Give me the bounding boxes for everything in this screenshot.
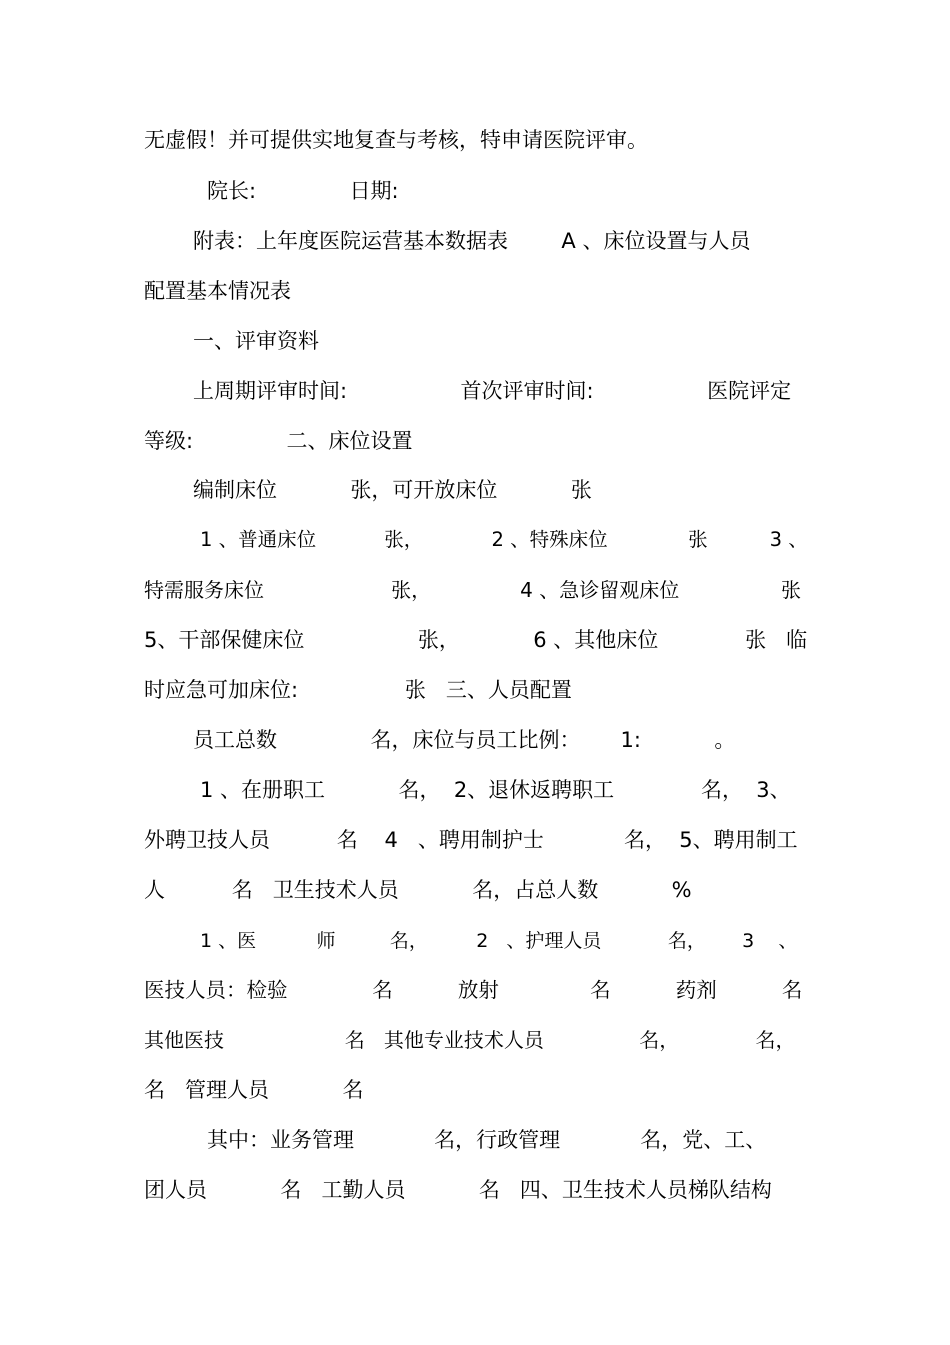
text-line-16: 人 名 卫生技术人员 名，占总人数 % — [144, 878, 692, 902]
text-line-2: 院长: 日期: — [207, 179, 399, 203]
text-line-6: 上周期评审时间: 首次评审时间: 医院评定 — [193, 379, 792, 403]
text-line-1: 无虚假！并可提供实地复查与考核，特申请医院评审。 — [144, 128, 648, 152]
text-line-5: 一、评审资料 — [193, 329, 319, 353]
text-line-22: 团人员 名 工勤人员 名 四、卫生技术人员梯队结构 — [144, 1178, 772, 1202]
text-line-13: 员工总数 名，床位与员工比例： 1: 。 — [193, 728, 736, 752]
text-line-11: 5、干部保健床位 张， 6 、其他床位 张 临 — [144, 628, 808, 652]
text-line-15: 外聘卫技人员 名 4 、聘用制护士 名， 5、聘用制工 — [144, 828, 798, 852]
text-line-18: 医技人员：检验 名 放射 名 药剂 名 — [144, 978, 803, 1002]
text-line-19: 其他医技 名 其他专业技术人员 名， 名， — [144, 1028, 796, 1052]
text-line-14: 1 、在册职工 名， 2、退休返聘职工 名， 3、 — [200, 778, 791, 802]
text-line-20: 名 管理人员 名 — [144, 1078, 364, 1102]
text-line-7: 等级: 二、床位设置 — [144, 429, 413, 453]
text-line-17: 1 、医 师 名， 2 、护理人员 名， 3 、 — [200, 930, 798, 952]
text-line-10: 特需服务床位 张， 4 、急诊留观床位 张 — [144, 578, 801, 602]
text-line-8: 编制床位 张，可开放床位 张 — [193, 478, 592, 502]
text-line-3: 附表：上年度医院运营基本数据表 A 、床位设置与人员 — [193, 229, 751, 253]
text-line-4: 配置基本情况表 — [144, 279, 291, 303]
text-line-9: 1 、普通床位 张， 2 、特殊床位 张 3 、 — [200, 528, 808, 551]
text-line-12: 时应急可加床位: 张 三、人员配置 — [144, 678, 572, 702]
text-line-21: 其中：业务管理 名，行政管理 名，党、工、 — [207, 1128, 767, 1152]
